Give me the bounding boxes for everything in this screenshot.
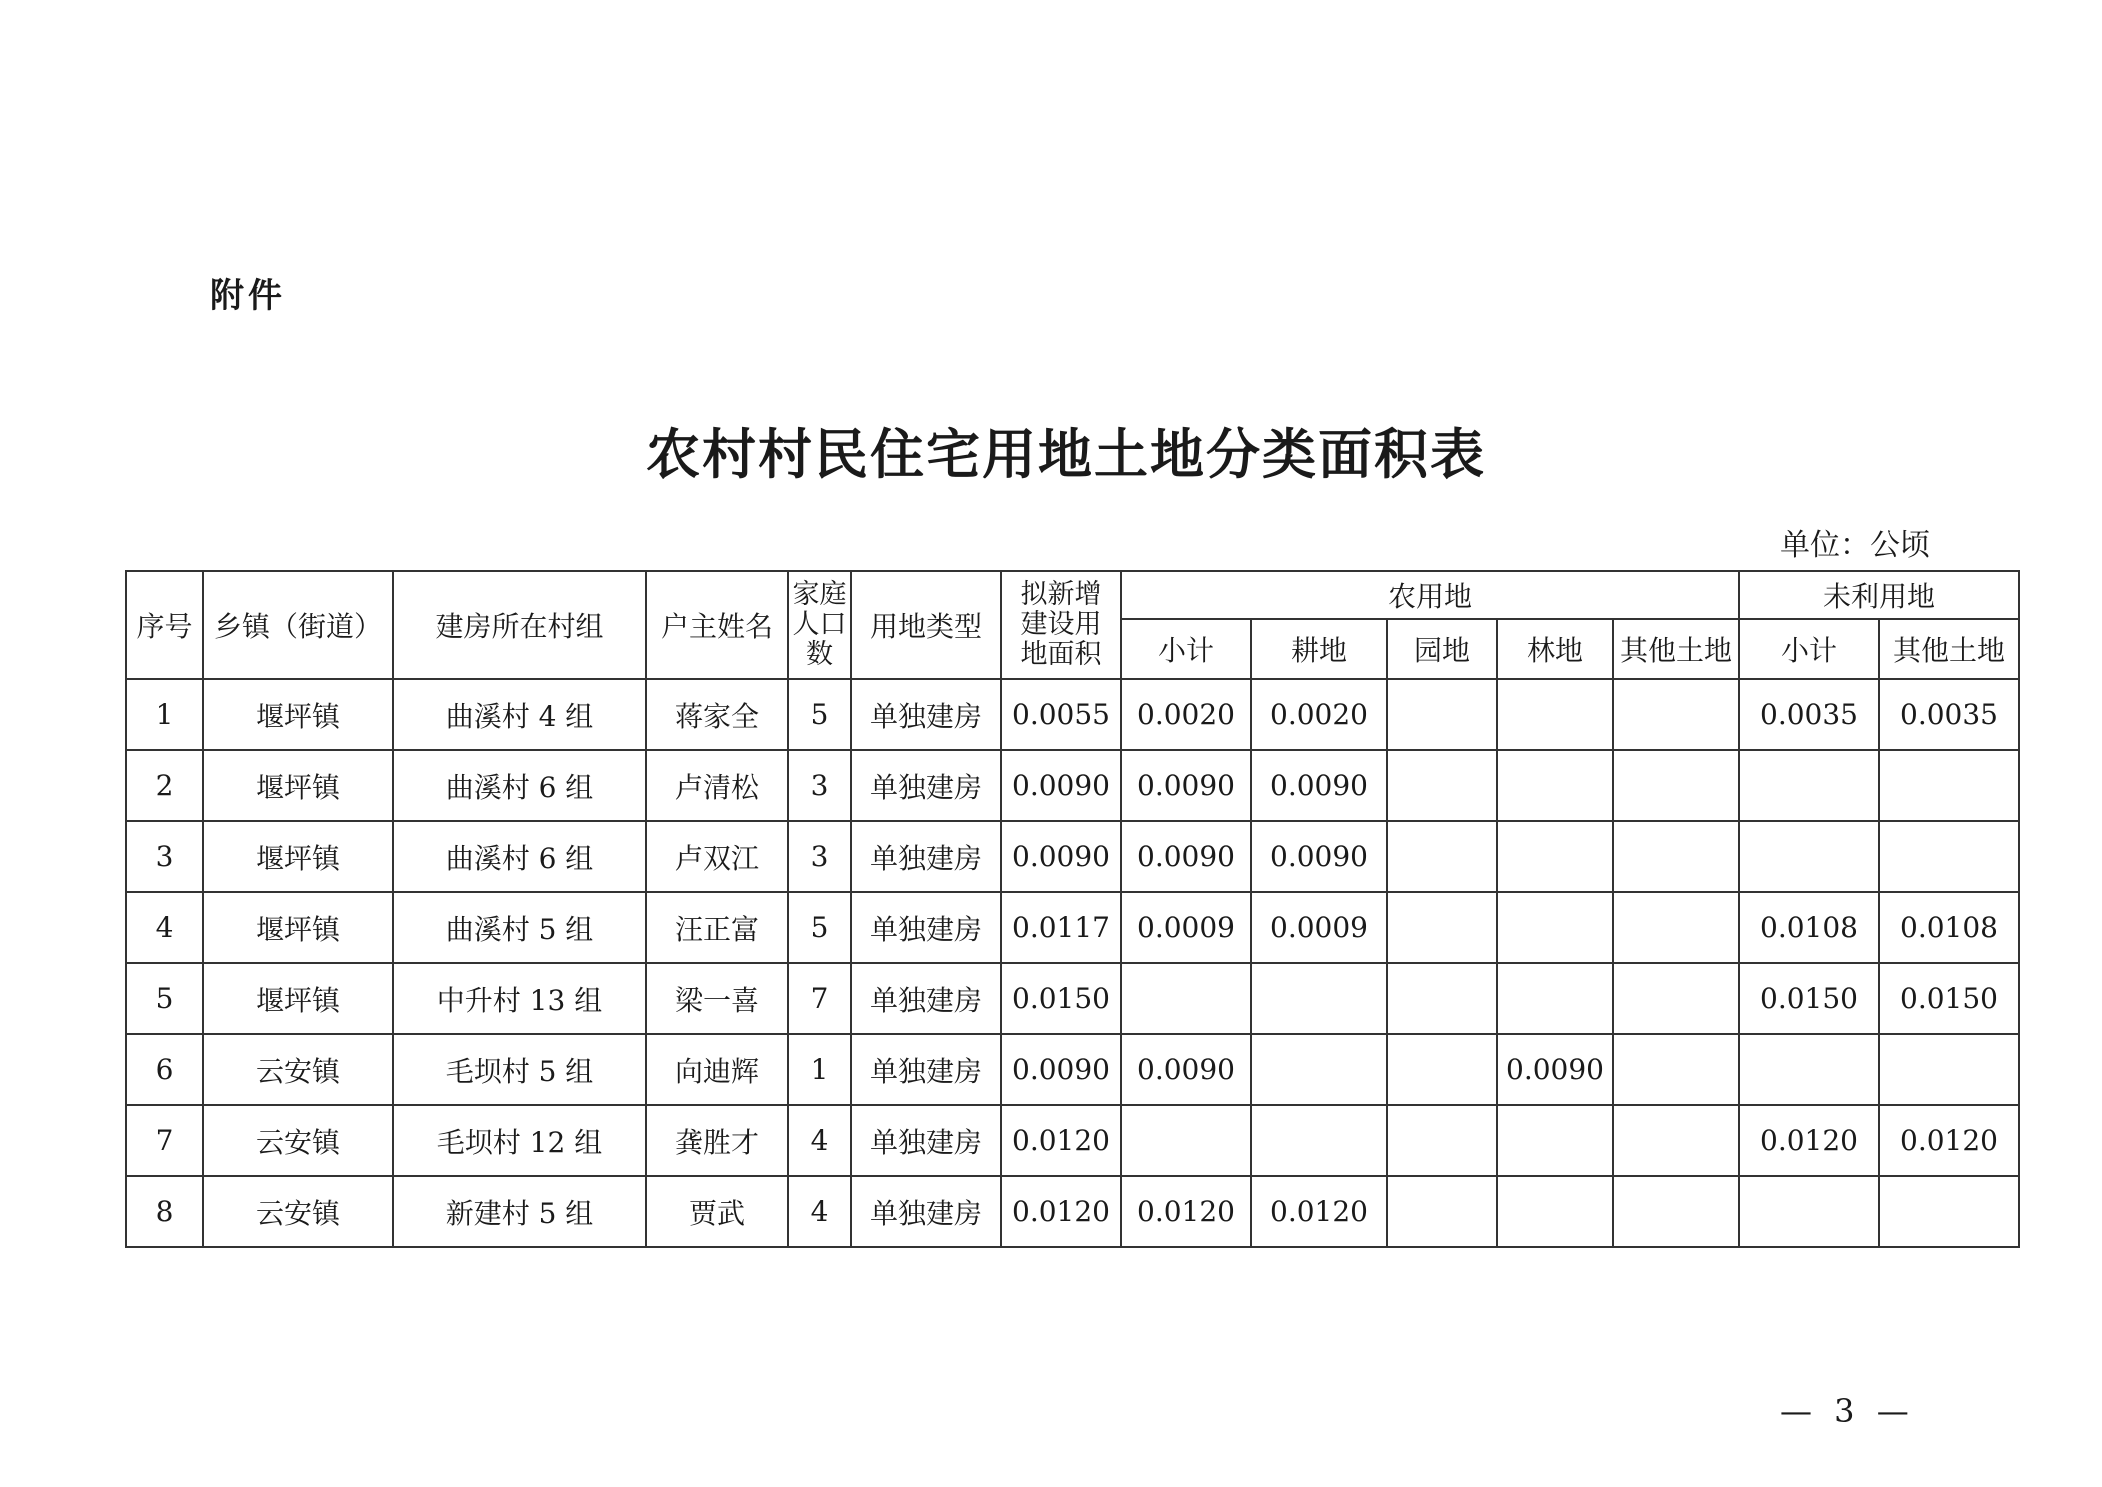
table-row [126, 1105, 2019, 1176]
attachment-label: 附件 [210, 276, 286, 316]
cell-agri-garden [1387, 892, 1497, 963]
cell-family: 5 [788, 679, 851, 750]
header-owner: 户主姓名 [646, 571, 788, 679]
header-unused-other: 其他土地 [1879, 619, 2019, 679]
cell-agri-arable: 0.0090 [1251, 821, 1387, 892]
cell-agri-arable: 0.0090 [1251, 750, 1387, 821]
cell-town: 堰坪镇 [203, 963, 393, 1034]
cell-agri-forest [1497, 821, 1613, 892]
cell-agri-arable [1251, 1105, 1387, 1176]
cell-land-type: 单独建房 [851, 821, 1001, 892]
cell-unused-other [1879, 821, 2019, 892]
cell-unused-other [1879, 750, 2019, 821]
cell-family: 1 [788, 1034, 851, 1105]
cell-unused-subtotal: 0.0108 [1739, 892, 1879, 963]
unit-label: 单位：公顷 [1780, 528, 1930, 563]
cell-agri-other [1613, 963, 1739, 1034]
cell-family: 3 [788, 750, 851, 821]
cell-agri-subtotal: 0.0090 [1121, 750, 1251, 821]
cell-owner: 龚胜才 [646, 1105, 788, 1176]
cell-land-type: 单独建房 [851, 679, 1001, 750]
cell-seq: 7 [126, 1105, 203, 1176]
cell-village: 毛坝村 5 组 [393, 1034, 646, 1105]
header-agri: 农用地 [1121, 571, 1739, 619]
header-agri-other: 其他土地 [1613, 619, 1739, 679]
cell-land-type: 单独建房 [851, 1105, 1001, 1176]
cell-unused-other [1879, 1034, 2019, 1105]
cell-family: 5 [788, 892, 851, 963]
cell-town: 堰坪镇 [203, 750, 393, 821]
page-number: — 3 — [1780, 1392, 1915, 1430]
cell-unused-subtotal: 0.0150 [1739, 963, 1879, 1034]
cell-unused-subtotal: 0.0035 [1739, 679, 1879, 750]
cell-agri-forest [1497, 963, 1613, 1034]
cell-unused-subtotal [1739, 750, 1879, 821]
cell-new-area: 0.0120 [1001, 1105, 1121, 1176]
cell-land-type: 单独建房 [851, 1034, 1001, 1105]
cell-agri-subtotal: 0.0020 [1121, 679, 1251, 750]
cell-new-area: 0.0117 [1001, 892, 1121, 963]
cell-agri-garden [1387, 963, 1497, 1034]
cell-village: 新建村 5 组 [393, 1176, 646, 1247]
cell-unused-other: 0.0108 [1879, 892, 2019, 963]
cell-family: 3 [788, 821, 851, 892]
cell-seq: 4 [126, 892, 203, 963]
cell-agri-forest [1497, 892, 1613, 963]
header-village: 建房所在村组 [393, 571, 646, 679]
cell-agri-arable [1251, 1034, 1387, 1105]
cell-owner: 卢双江 [646, 821, 788, 892]
cell-agri-garden [1387, 821, 1497, 892]
header-land-type: 用地类型 [851, 571, 1001, 679]
cell-owner: 贾武 [646, 1176, 788, 1247]
cell-land-type: 单独建房 [851, 963, 1001, 1034]
cell-owner: 卢清松 [646, 750, 788, 821]
cell-seq: 8 [126, 1176, 203, 1247]
cell-seq: 5 [126, 963, 203, 1034]
cell-agri-subtotal: 0.0009 [1121, 892, 1251, 963]
header-new-area: 拟新增建设用地面积 [1001, 571, 1121, 679]
cell-owner: 蒋家全 [646, 679, 788, 750]
cell-family: 4 [788, 1105, 851, 1176]
cell-village: 曲溪村 6 组 [393, 750, 646, 821]
cell-agri-garden [1387, 1176, 1497, 1247]
cell-agri-arable [1251, 963, 1387, 1034]
cell-agri-forest [1497, 1176, 1613, 1247]
cell-agri-other [1613, 679, 1739, 750]
table-row [126, 1176, 2019, 1247]
cell-unused-other: 0.0035 [1879, 679, 2019, 750]
table-row [126, 750, 2019, 821]
cell-unused-subtotal [1739, 1176, 1879, 1247]
cell-agri-subtotal [1121, 1105, 1251, 1176]
cell-unused-subtotal [1739, 821, 1879, 892]
cell-agri-subtotal: 0.0120 [1121, 1176, 1251, 1247]
cell-owner: 向迪辉 [646, 1034, 788, 1105]
cell-new-area: 0.0090 [1001, 750, 1121, 821]
cell-unused-subtotal [1739, 1034, 1879, 1105]
cell-town: 堰坪镇 [203, 679, 393, 750]
cell-agri-other [1613, 1105, 1739, 1176]
cell-agri-other [1613, 821, 1739, 892]
table-row [126, 821, 2019, 892]
cell-new-area: 0.0090 [1001, 821, 1121, 892]
table-row [126, 892, 2019, 963]
cell-town: 云安镇 [203, 1176, 393, 1247]
cell-town: 云安镇 [203, 1105, 393, 1176]
cell-agri-forest: 0.0090 [1497, 1034, 1613, 1105]
cell-village: 曲溪村 6 组 [393, 821, 646, 892]
header-agri-arable: 耕地 [1251, 619, 1387, 679]
cell-seq: 1 [126, 679, 203, 750]
cell-agri-subtotal: 0.0090 [1121, 1034, 1251, 1105]
cell-town: 堰坪镇 [203, 892, 393, 963]
cell-town: 堰坪镇 [203, 821, 393, 892]
cell-agri-subtotal [1121, 963, 1251, 1034]
cell-seq: 3 [126, 821, 203, 892]
cell-agri-forest [1497, 679, 1613, 750]
table-row [126, 963, 2019, 1034]
page-title: 农村村民住宅用地土地分类面积表 [646, 422, 1486, 486]
cell-village: 曲溪村 5 组 [393, 892, 646, 963]
cell-agri-arable: 0.0020 [1251, 679, 1387, 750]
cell-village: 毛坝村 12 组 [393, 1105, 646, 1176]
cell-new-area: 0.0055 [1001, 679, 1121, 750]
cell-agri-garden [1387, 1105, 1497, 1176]
header-unused: 未利用地 [1739, 571, 2019, 619]
cell-seq: 6 [126, 1034, 203, 1105]
cell-village: 中升村 13 组 [393, 963, 646, 1034]
land-area-table [125, 570, 2020, 1248]
table-row [126, 679, 2019, 750]
cell-family: 7 [788, 963, 851, 1034]
cell-owner: 梁一喜 [646, 963, 788, 1034]
cell-unused-subtotal: 0.0120 [1739, 1105, 1879, 1176]
cell-agri-garden [1387, 1034, 1497, 1105]
cell-agri-arable: 0.0120 [1251, 1176, 1387, 1247]
cell-family: 4 [788, 1176, 851, 1247]
header-agri-garden: 园地 [1387, 619, 1497, 679]
header-town: 乡镇（街道） [203, 571, 393, 679]
cell-seq: 2 [126, 750, 203, 821]
cell-owner: 汪正富 [646, 892, 788, 963]
cell-agri-other [1613, 892, 1739, 963]
cell-agri-other [1613, 1176, 1739, 1247]
cell-new-area: 0.0120 [1001, 1176, 1121, 1247]
cell-agri-subtotal: 0.0090 [1121, 821, 1251, 892]
cell-land-type: 单独建房 [851, 892, 1001, 963]
cell-agri-other [1613, 1034, 1739, 1105]
header-unused-subtotal: 小计 [1739, 619, 1879, 679]
cell-agri-arable: 0.0009 [1251, 892, 1387, 963]
header-family: 家庭人口数 [788, 571, 851, 679]
cell-new-area: 0.0090 [1001, 1034, 1121, 1105]
cell-new-area: 0.0150 [1001, 963, 1121, 1034]
header-agri-subtotal: 小计 [1121, 619, 1251, 679]
cell-agri-garden [1387, 679, 1497, 750]
header-agri-forest: 林地 [1497, 619, 1613, 679]
cell-agri-forest [1497, 1105, 1613, 1176]
cell-village: 曲溪村 4 组 [393, 679, 646, 750]
header-seq: 序号 [126, 571, 203, 679]
cell-unused-other: 0.0150 [1879, 963, 2019, 1034]
cell-agri-garden [1387, 750, 1497, 821]
cell-land-type: 单独建房 [851, 750, 1001, 821]
cell-town: 云安镇 [203, 1034, 393, 1105]
cell-unused-other: 0.0120 [1879, 1105, 2019, 1176]
cell-agri-forest [1497, 750, 1613, 821]
cell-land-type: 单独建房 [851, 1176, 1001, 1247]
table-row [126, 1034, 2019, 1105]
cell-agri-other [1613, 750, 1739, 821]
cell-unused-other [1879, 1176, 2019, 1247]
